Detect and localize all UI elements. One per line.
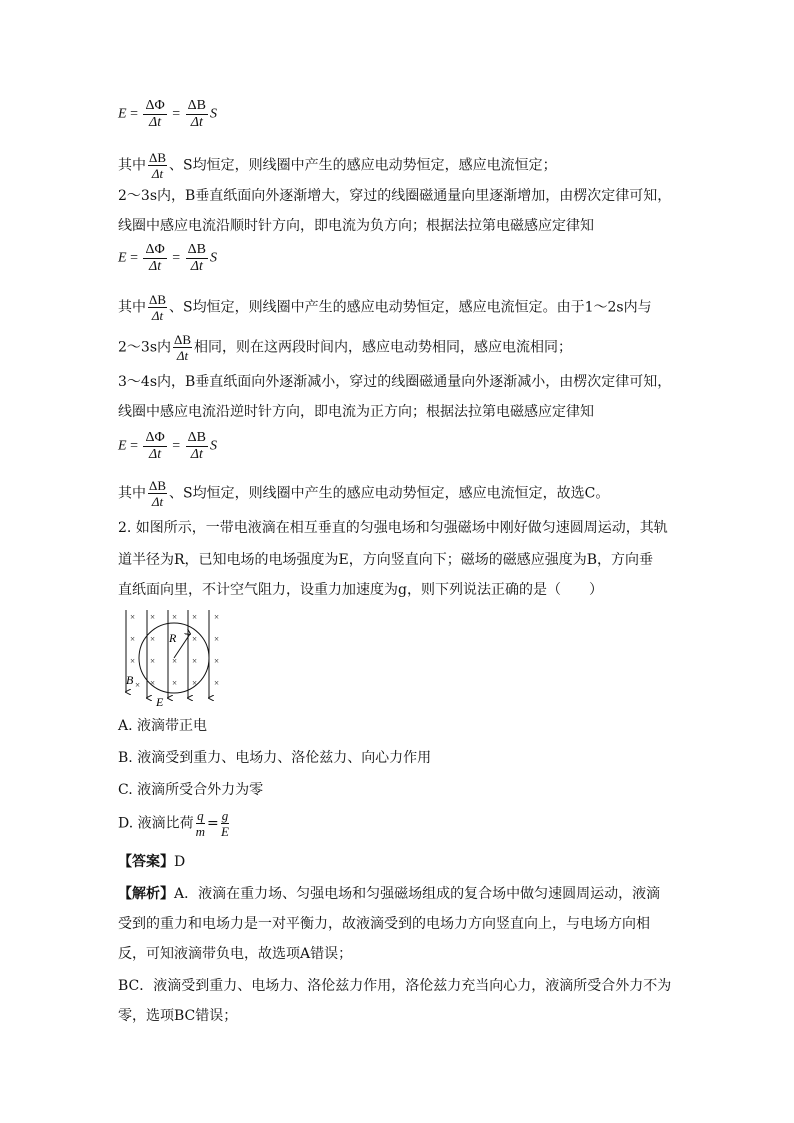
- svg-text:×: ×: [214, 634, 220, 644]
- svg-text:×: ×: [192, 634, 198, 644]
- equation-1: [118, 98, 217, 131]
- svg-text:×: ×: [130, 656, 136, 666]
- eq-frac-field: $\frac{\Delta B}{\Delta t}$: [187, 98, 206, 130]
- analysis-label: 【解析】: [118, 886, 174, 902]
- option-c: C. 液滴所受合外力为零: [118, 782, 264, 798]
- svg-text:×: ×: [172, 612, 178, 622]
- question-line: 道半径为R，已知电场的电场强度为E，方向竖直向下；磁场的磁感应强度为B，方向垂: [118, 552, 654, 568]
- eq-sign: =: [130, 106, 138, 122]
- svg-text:×: ×: [214, 678, 220, 688]
- svg-text:×: ×: [130, 612, 136, 622]
- option-d: D. 液滴比荷 $\frac{q}{m}$ = $\frac{g}{E}$: [118, 808, 229, 839]
- svg-text:×: ×: [172, 656, 178, 666]
- question-line: 2. 如图所示，一带电液滴在相互垂直的匀强电场和匀强磁场中刚好做匀速圆周运动，其轨: [118, 520, 668, 536]
- analysis-line: 【解析】A．液滴在重力场、匀强电场和匀强磁场组成的复合场中做匀速圆周运动，液滴: [118, 886, 661, 902]
- text-line: 3～4s内，B垂直纸面向外逐渐减小，穿过的线圈磁通量向外逐渐减小，由楞次定律可知，: [118, 374, 672, 390]
- charge-ratio-frac: $\frac{q}{m}$: [195, 808, 206, 839]
- label-B: B: [126, 673, 134, 687]
- field-diagram: [118, 606, 228, 710]
- text-line: 2～3s内，B垂直纸面向外逐渐增大，穿过的线圈磁通量向里逐渐增加，由楞次定律可知，: [118, 188, 672, 204]
- analysis-line: BC．液滴受到重力、电场力、洛伦兹力作用，洛伦兹力充当向心力，液滴所受合外力不为: [118, 978, 672, 994]
- eq-frac-flux: $\frac{\Delta\Phi}{\Delta t}$: [145, 98, 165, 130]
- text-line: 2～3s内 $\frac{\Delta B}{\Delta t}$ 相同，则在这两段时间内，感应电动势相同，感应电流相同；: [118, 332, 573, 363]
- svg-text:×: ×: [192, 678, 198, 688]
- equation-3: E = $\frac{\Delta\Phi}{\Delta t}$ = $\frac{\Delta B}{\Delta t}$ S: [118, 430, 217, 462]
- svg-text:×: ×: [150, 678, 156, 688]
- svg-text:×: ×: [135, 680, 141, 690]
- text-line: 其中 $\frac{\Delta B}{\Delta t}$ 、S均恒定，则线圈中产生的感应电动势恒定，感应电流恒定；: [118, 150, 557, 181]
- cross-marks: [130, 612, 219, 690]
- analysis-line: 受到的重力和电场力是一对平衡力，故液滴受到的电场力方向竖直向上，与电场方向相: [118, 916, 650, 932]
- svg-text:×: ×: [214, 656, 220, 666]
- svg-text:×: ×: [150, 656, 156, 666]
- analysis-line: 反，可知液滴带负电，故选项A错误；: [118, 946, 353, 962]
- inline-frac: $\frac{\Delta B}{\Delta t}$: [149, 150, 167, 181]
- svg-text:×: ×: [150, 612, 156, 622]
- svg-text:×: ×: [192, 656, 198, 666]
- question-line: 直纸面向里，不计空气阻力，设重力加速度为g，则下列说法正确的是（ ）: [118, 582, 603, 598]
- svg-text:×: ×: [214, 612, 220, 622]
- answer-line: [118, 852, 185, 872]
- svg-text:×: ×: [130, 634, 136, 644]
- eq-lhs: E: [118, 106, 127, 122]
- eq-sign: =: [172, 106, 181, 122]
- eq-tail: S: [209, 106, 217, 122]
- option-b: B. 液滴受到重力、电场力、洛伦兹力、向心力作用: [118, 750, 432, 766]
- text-line: 其中 $\frac{\Delta B}{\Delta t}$ 、S均恒定，则线圈中产生的感应电动势恒定，感应电流恒定，故选C。: [118, 478, 610, 509]
- equation-2: E = $\frac{\Delta\Phi}{\Delta t}$ = $\frac{\Delta B}{\Delta t}$ S: [118, 242, 217, 274]
- text-line: 线圈中感应电流沿逆时针方向，即电流为正方向；根据法拉第电磁感应定律知: [118, 404, 594, 420]
- answer-value: D: [174, 854, 186, 870]
- answer-label: 【答案】: [118, 854, 174, 870]
- g-over-e-frac: $\frac{g}{E}$: [221, 808, 229, 839]
- label-R: R: [169, 631, 177, 645]
- svg-text:×: ×: [172, 678, 178, 688]
- text-line: 线圈中感应电流沿顺时针方向，即电流为负方向；根据法拉第电磁感应定律知: [118, 218, 594, 234]
- svg-text:×: ×: [192, 612, 198, 622]
- label-E: E: [156, 695, 164, 709]
- text-line: 其中 $\frac{\Delta B}{\Delta t}$ 、S均恒定，则线圈中产生的感应电动势恒定，感应电流恒定。由于1～2s内与: [118, 292, 652, 323]
- analysis-line: 零，选项BC错误；: [118, 1008, 238, 1024]
- svg-text:×: ×: [150, 634, 156, 644]
- option-a: A. 液滴带正电: [118, 718, 208, 734]
